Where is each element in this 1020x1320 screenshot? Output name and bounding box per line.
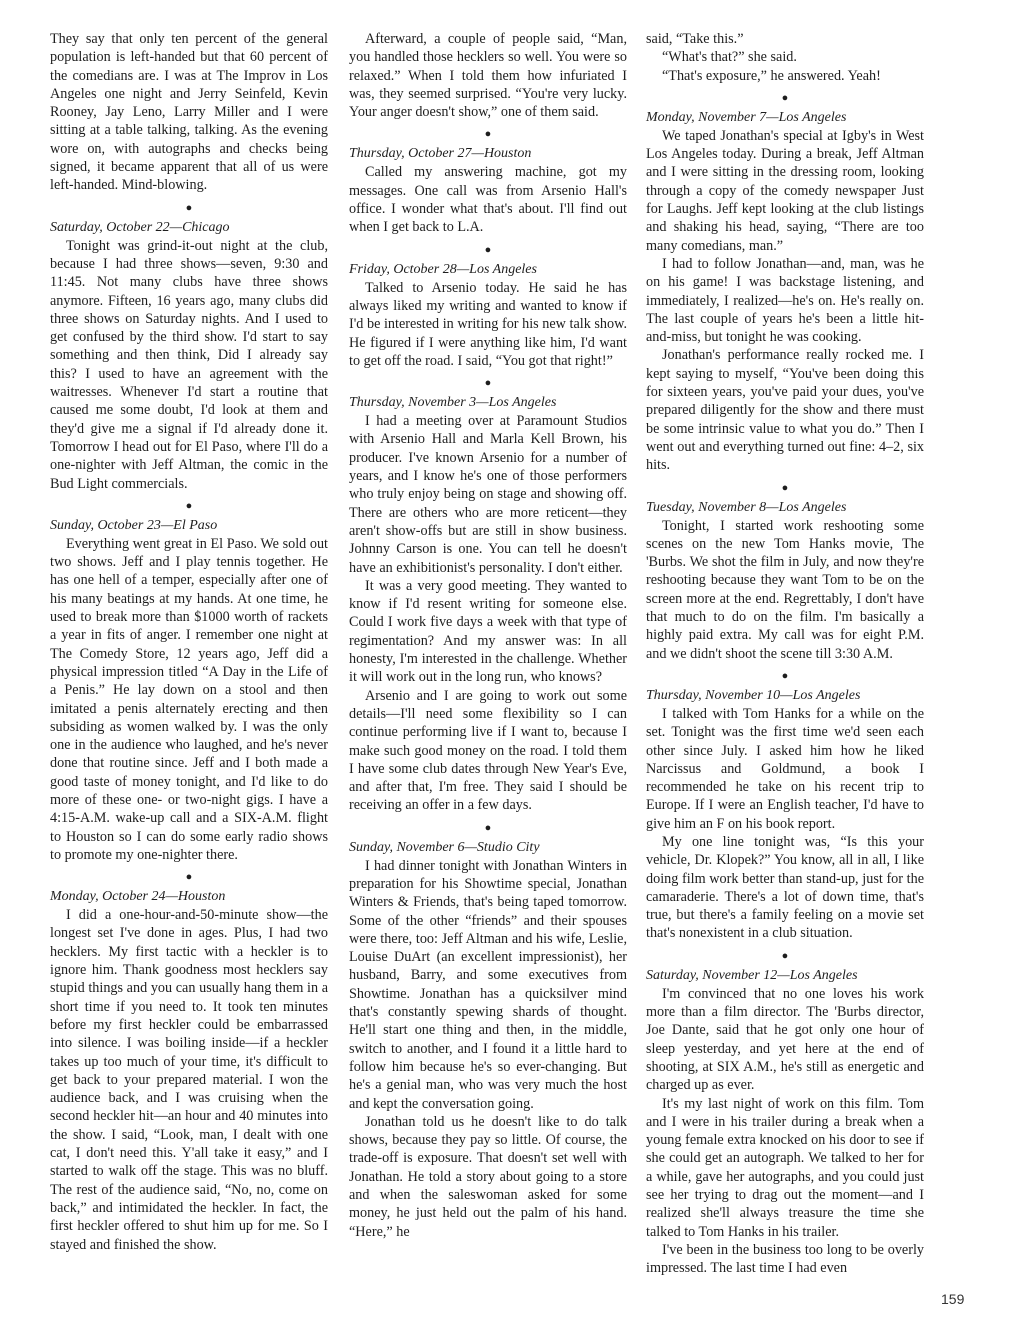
paragraph: I've been in the business too long to be overly impressed. The last time I had even xyxy=(646,1241,924,1277)
paragraph: It's my last night of work on this film. Tom and I were in his trailer during a break when a young female extra knocked on his door to see if she could get an autograph. We talked to her for a while, gave her autographs, and you could just see her trying to drag out the moment—and I realized she'll always treasure the time she talked to Tom Hanks in his trailer. xyxy=(646,1095,924,1240)
paragraph: I had a meeting over at Paramount Studios with Arsenio Hall and Marla Kell Brown, his producer. I've known Arsenio for a number of years, and I know he's one of those performers who truly enjoy being on stage and showing off. There are others who are more reticent—they aren't show-offs but are still in show business. Johnny Carson is one. You can tell he doesn't have an exhibitionist's personality. I don't either. xyxy=(349,413,627,576)
paragraph: It was a very good meeting. They wanted to know if I'd resent writing for someone else. Could I work five days a week with that type of regimentation? And my answer was: In all honesty, I'm interested in the challenge. Whether it will work out in the long run, who knows? xyxy=(349,577,627,686)
entry-dateline: Monday, November 7—Los Angeles xyxy=(646,109,847,125)
paragraph: “That's exposure,” he answered. Yeah! xyxy=(662,67,881,84)
paragraph: We taped Jonathan's special at Igby's in West Los Angeles today. During a break, Jeff Altman and I were sitting in the dressing room, looking through a copy of the comedy newspaper Just for Laughs. Jeff kept looking at the club listings and shaking his head, saying, “There are too many comedians, man.” xyxy=(646,127,924,254)
section-divider-bullet: ● xyxy=(484,243,492,256)
paragraph: “What's that?” she said. xyxy=(662,49,797,66)
section-divider-bullet: ● xyxy=(484,377,492,390)
section-divider-bullet: ● xyxy=(185,201,193,214)
paragraph: I had to follow Jonathan—and, man, was he on his game! I was backstage listening, and immediately, I realized—he's on. He's really on. The last couple of years he's been a little hit-and-miss, but tonight he was cooking. xyxy=(646,255,924,346)
section-divider-bullet: ● xyxy=(781,91,789,104)
entry-dateline: Sunday, October 23—El Paso xyxy=(50,517,218,533)
paragraph: Called my answering machine, got my messages. One call was from Arsenio Hall's office. I wonder what that's about. I'll find out when I get back to L.A. xyxy=(349,164,627,236)
paragraph: Everything went great in El Paso. We sold out two shows. Jeff and I play tennis together. He has one hell of a temper, especially after one of his many beatings at my hands. At one time, he used to break more than $1000 worth of rackets a year in fits of anger. I remember one night at The Comedy Store, 12 years ago, Jeff did a physical impression titled “A Day in the Life of a Penis.” He lay down on a stool and then imitated a penis alternately erecting and then subsiding as women walked by. I was the only one in the audience who laughed, and he's never done that routine since. Jeff and I both made a good taste of money tonight, and I'd like to do more of these one- or two-night gigs. I have a 4:15-A.M. wake-up call and a SIX-A.M. flight to Houston so I can do some early radio shows to promote my one-nighter there. xyxy=(50,535,328,863)
section-divider-bullet: ● xyxy=(484,128,492,141)
entry-dateline: Sunday, November 6—Studio City xyxy=(349,839,540,855)
paragraph: said, “Take this.” xyxy=(646,31,744,47)
entry-dateline: Thursday, November 3—Los Angeles xyxy=(349,395,557,411)
section-divider-bullet: ● xyxy=(185,871,193,884)
section-divider-bullet: ● xyxy=(781,949,789,962)
paragraph: I'm convinced that no one loves his work more than a film director. The 'Burbs director, Joe Dante, said that he got only one hour of sleep yesterday, and yet here at the end of shooting, at SIX A.M., he's still as energetic and charged up as ever. xyxy=(646,985,924,1094)
paragraph: Tonight was grind-it-out night at the club, because I had three shows—seven, 9:30 and 11:45. Not many clubs have three shows anymore. Fifteen, 16 years ago, many clubs did three shows on Saturday nights. And I used to get confused by the third show. I'd start to say something and then think, Did I already say this? I used to have an agreement with the waitresses. Whenever I'd start a routine that caused me some doubt, I'd look at them and they'd give me a signal if I'd already done it. Tomorrow I head out for El Paso, where I'll do a one-nighter with Jeff Altman, the comic in the Bud Light commercials. xyxy=(50,237,328,492)
paragraph: Tonight, I started work reshooting some scenes on the new Tom Hanks movie, The 'Burbs. We shot the film in July, and now they're reshooting because they want Tom to be on the screen more at the end. Regrettably, I don't have that much to do on the film. I'm basically a highly paid extra. My call was for eight P.M. and we didn't shoot the scene till 3:30 A.M. xyxy=(646,517,924,662)
paragraph: My one line tonight was, “Is this your vehicle, Dr. Klopek?” You know, all in all, I like doing film work better than stand-up, just for the camaraderie. There's a lot of down time, that's true, but there's a family feeling on a movie set that's nonexistent in a club situation. xyxy=(646,833,924,942)
page-number: 159 xyxy=(941,1291,965,1307)
text-column-2 xyxy=(349,30,627,1241)
entry-dateline: Thursday, October 27—Houston xyxy=(349,146,532,162)
paragraph: Talked to Arsenio today. He said he has always liked my writing and wanted to know if I'd be interested in writing for his new talk show. He figured if I were anything like him, I'd want to get off the road. I said, “You got that right!” xyxy=(349,279,627,369)
paragraph: I did a one-hour-and-50-minute show—the longest set I've done in ages. Plus, I had two hecklers. My first tactic with a heckler is to ignore him. Thank goodness most hecklers say stupid things and you can usually hang them in a short time if you need to. It took ten minutes before my first heckler could be embarrassed into silence. I was boiling inside—if a heckler takes up too much of your time, it's difficult to get back to your prepared material. I won the audience back, and I was cruising when the second heckler hit—an hour and 40 minutes into the show. I said, “Look, man, I dealt with one cat, I don't need this. Y'all take it easy,” and I started to walk off the stage. This was no bluff. The rest of the audience said, “No, no, come on back,” and intimidated the heckler. In fact, the first heckler offered to shut him up for me. So I stayed and finished the show. xyxy=(50,907,328,1253)
paragraph: I talked with Tom Hanks for a while on the set. Tonight was the first time we'd seen each other since July. I asked him how he liked Narcissus and Goldmund, a book I recommended he take on his recent trip to Europe. If I were an English teacher, I'd have to give him an F on his book report. xyxy=(646,705,924,832)
text-column-3 xyxy=(646,30,924,1278)
paragraph: Jonathan's performance really rocked me. I kept saying to myself, “You've been doing this for sixteen years, you've paid your dues, you've prepared diligently for the show and there must be some intrinsic value to what you do.” Then I went out and everything turned out fine: 4–2, six hits. xyxy=(646,347,924,474)
entry-dateline: Saturday, November 12—Los Angeles xyxy=(646,967,858,983)
entry-dateline: Saturday, October 22—Chicago xyxy=(50,219,230,235)
entry-dateline: Tuesday, November 8—Los Angeles xyxy=(646,499,847,515)
entry-dateline: Monday, October 24—Houston xyxy=(50,889,226,905)
entry-dateline: Thursday, November 10—Los Angeles xyxy=(646,687,861,703)
section-divider-bullet: ● xyxy=(781,669,789,682)
section-divider-bullet: ● xyxy=(484,821,492,834)
section-divider-bullet: ● xyxy=(781,481,789,494)
paragraph: I had dinner tonight with Jonathan Winters in preparation for his Showtime special, Jonathan Winters & Friends, that's being taped tomorrow. Some of the other “friends” and their spouses were there, too: Jeff Altman and his wife, Leslie, Louise DuArt (an excellent impressionist), her husband, Barry, and some executives from Showtime. Jonathan has a quicksilver mind that's constantly spewing shards of thought. He'll start one thing and then, in the middle, switch to another, and I found it a little hard to follow him because he's so ever-changing. But he's a genial man, who was very much the host and kept the conversation going. xyxy=(349,857,627,1112)
section-divider-bullet: ● xyxy=(185,499,193,512)
entry-dateline: Friday, October 28—Los Angeles xyxy=(349,261,537,277)
text-column-1 xyxy=(50,30,328,1254)
paragraph: Afterward, a couple of people said, “Man, you handled those hecklers so well. You were so relaxed.” When I told them how infuriated I was, they seemed surprised. “You're very lucky. Your anger doesn't show,” one of them said. xyxy=(349,31,627,121)
paragraph: They say that only ten percent of the general population is left-handed but that 60 percent of the comedians are. I was at The Improv in Los Angeles one night and Jerry Seinfeld, Kevin Rooney, Jay Leno, Larry Miller and I were sitting at a table talking, talking. As the evening wore on, with autographs and checks being signed, it became apparent that all of us were left-handed. Mind-blowing. xyxy=(50,31,328,194)
paragraph: Jonathan told us he doesn't like to do talk shows, because they pay so little. Of course, the trade-off is exposure. That doesn't set well with Jonathan. He told a story about going to a store and when the saleswoman asked for some money, he just held out the palm of his hand. “Here,” he xyxy=(349,1113,627,1240)
paragraph: Arsenio and I are going to work out some details—I'll need some flexibility so I can continue performing live if I want to, because I make such good money on the road. I told them I have some club dates through New Year's Eve, and after that, I'm free. They said I should be receiving an offer in a few days. xyxy=(349,687,627,814)
